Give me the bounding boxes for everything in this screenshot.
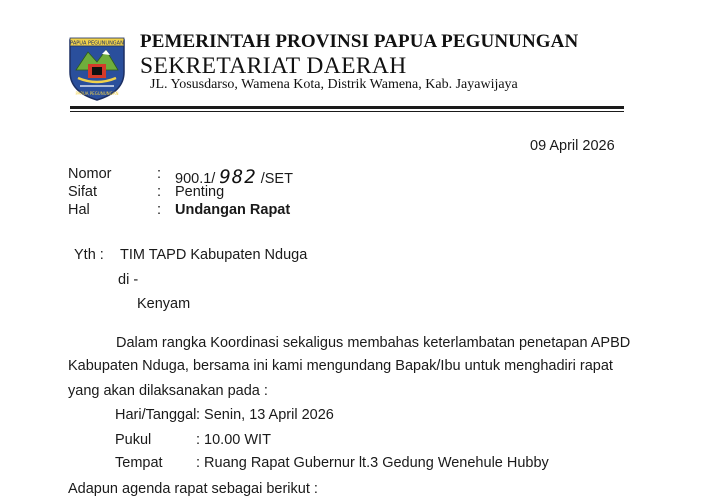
tempat-value: : Ruang Rapat Gubernur lt.3 Gedung Wenehule Hubby	[196, 455, 549, 471]
yth-label: Yth :	[74, 247, 104, 263]
hal-value: Undangan Rapat	[175, 202, 291, 218]
tempat-label: Tempat	[115, 455, 163, 471]
letterhead-divider-thick	[70, 106, 624, 109]
nomor-colon: :	[157, 166, 162, 182]
nomor-suffix: /SET	[260, 171, 293, 187]
agenda-intro: Adapun agenda rapat sebagai berikut :	[68, 481, 318, 497]
nomor-handwritten-number: 982	[219, 166, 257, 188]
hal-colon: :	[157, 202, 162, 218]
pukul-label: Pukul	[115, 432, 152, 448]
letterhead-office-name: SEKRETARIAT DAERAH	[140, 53, 407, 79]
recipient-place: Kenyam	[137, 296, 191, 312]
body-line-2: Kabupaten Nduga, bersama ini kami mengundang Bapak/Ibu untuk menghadiri rapat	[68, 358, 613, 374]
body-line-3: yang akan dilaksanakan pada :	[68, 383, 268, 399]
hari-value: : Senin, 13 April 2026	[196, 407, 334, 423]
letter-date: 09 April 2026	[530, 138, 615, 154]
provincial-emblem-logo	[66, 34, 128, 102]
svg-text:PAPUA PEGUNUNGAN: PAPUA PEGUNUNGAN	[70, 40, 124, 47]
hari-label: Hari/Tanggal	[115, 407, 197, 423]
letterhead-government-name: PEMERINTAH PROVINSI PAPUA PEGUNUNGAN	[140, 31, 579, 52]
recipient-di: di -	[118, 272, 139, 288]
nomor-label: Nomor	[68, 166, 112, 182]
sifat-colon: :	[157, 184, 162, 200]
sifat-value: Penting	[175, 184, 225, 200]
letterhead-address: JL. Yosusdarso, Wamena Kota, Distrik Wamena, Kab. Jayawijaya	[150, 77, 518, 92]
recipient-name: TIM TAPD Kabupaten Nduga	[120, 247, 308, 263]
hal-label: Hal	[68, 202, 90, 218]
body-line-1: Dalam rangka Koordinasi sekaligus membahas keterlambatan penetapan APBD	[116, 335, 631, 351]
sifat-label: Sifat	[68, 184, 98, 200]
svg-text:PAPUA PEGUNUNGAN: PAPUA PEGUNUNGAN	[75, 91, 119, 96]
pukul-value: : 10.00 WIT	[196, 432, 271, 448]
letterhead-divider-thin	[70, 111, 624, 112]
nomor-prefix: 900.1/	[175, 171, 216, 187]
